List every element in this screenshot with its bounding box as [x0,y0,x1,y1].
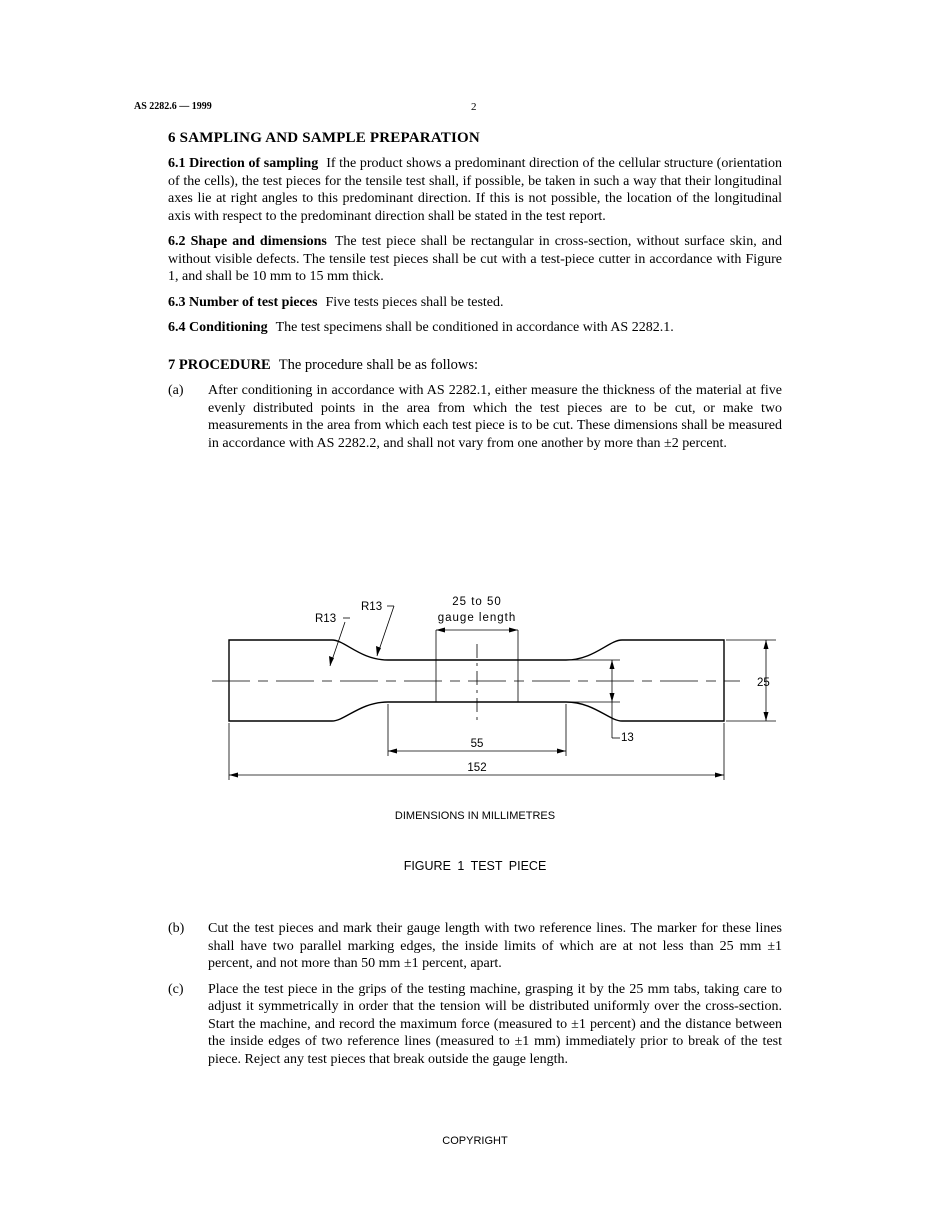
units-note: DIMENSIONS IN MILLIMETRES [394,810,556,822]
narrow-length-label: 55 [470,738,484,750]
procedure-step-c-text: Place the test piece in the grips of the testing machine, grasping it by the 25 mm tabs, taking care to adjust it symmetrically in order that the tension will be distributed uniformly over the cross-section. Start the machine, and record the maximum force (measured to ±1 percent) and the distance between the inside edges of two reference lines (measured to ±1 mm) immediately prior to break of the test piece. Reject any test pieces that break outside the gauge length. [208,981,782,1067]
clause-6-4-heading: 6.4 Conditioning [168,320,268,335]
section-6-title: 6 SAMPLING AND SAMPLE PREPARATION [168,130,480,146]
procedure-step-b-label: (b) [168,921,185,936]
page-number: 2 [471,101,477,113]
section-7-heading: 7 PROCEDURE [168,356,271,373]
r13-upper-label: R13 [361,601,383,613]
procedure-step-c-label: (c) [168,981,184,997]
clause-6-2-heading: 6.2 Shape and dimensions [168,234,327,249]
clause-6-2 [168,233,782,286]
clause-6-3-text: Five tests pieces shall be tested. [325,294,504,310]
clause-6-3 [168,294,782,312]
procedure-step-c [168,981,782,1069]
overall-length-label: 152 [467,762,487,774]
clause-6-1-text: If the product shows a predominant direction of the cellular structure (orientation of the cells), the test pieces for the tensile test shall, if possible, be taken in such a way that their longitudinal axes lie at right angles to this predominant direction. If this is not possible, the location of the longitudinal axis with respect to the predominant direction shall be stated in the test report. [168,156,782,224]
gauge-range-label: 25 to 50 [452,596,502,608]
narrow-width-label: 13 [621,732,634,744]
figure-caption: FIGURE 1 TEST PIECE [403,859,547,873]
test-piece-figure [0,580,950,820]
procedure-step-a-text: After conditioning in accordance with AS 2282.1, either measure the thickness of the material at five evenly distributed points in the area from which the test pieces are to be cut, or make two measurements in the area from which each test piece is to be cut. These dimensions shall be measured in accordance with AS 2282.2, and shall not vary from one another by more than ±2 percent. [208,383,782,451]
procedure-step-a [168,382,782,452]
copyright-footer: COPYRIGHT [442,1135,508,1147]
r13-lower-label: R13 [315,613,337,625]
test-piece-outline [229,640,724,721]
standard-number: AS 2282.6 — 1999 [134,101,212,112]
procedure-step-a-label: (a) [168,383,184,398]
document-body-continued [168,920,782,1076]
procedure-step-b-text: Cut the test pieces and mark their gauge length with two reference lines. The marker for these lines shall have two parallel marking edges, the inside limits of which are at not less than 25 mm ±1 percent, and not more than 50 mm ±1 percent, apart. [208,921,782,971]
clause-6-4 [168,319,782,337]
clause-6-3-heading: 6.3 Number of test pieces [168,294,318,310]
clause-6-1-heading: 6.1 Direction of sampling [168,156,319,171]
width-label: 25 [757,677,770,689]
section-7-intro: The procedure shall be as follows: [278,356,479,373]
gauge-text-label: gauge length [437,612,517,624]
document-body [168,130,782,460]
clause-6-2-text: The test piece shall be rectangular in cross-section, without surface skin, and without visible defects. The tensile test pieces shall be cut with a test-piece cutter in accordance with Figure 1, and shall be 10 mm to 15 mm thick. [168,234,783,284]
procedure-step-b [168,920,782,973]
clause-6-1 [168,155,782,225]
clause-6-4-text: The test specimens shall be conditioned in accordance with AS 2282.1. [275,320,674,335]
section-7-heading-line [168,357,782,375]
